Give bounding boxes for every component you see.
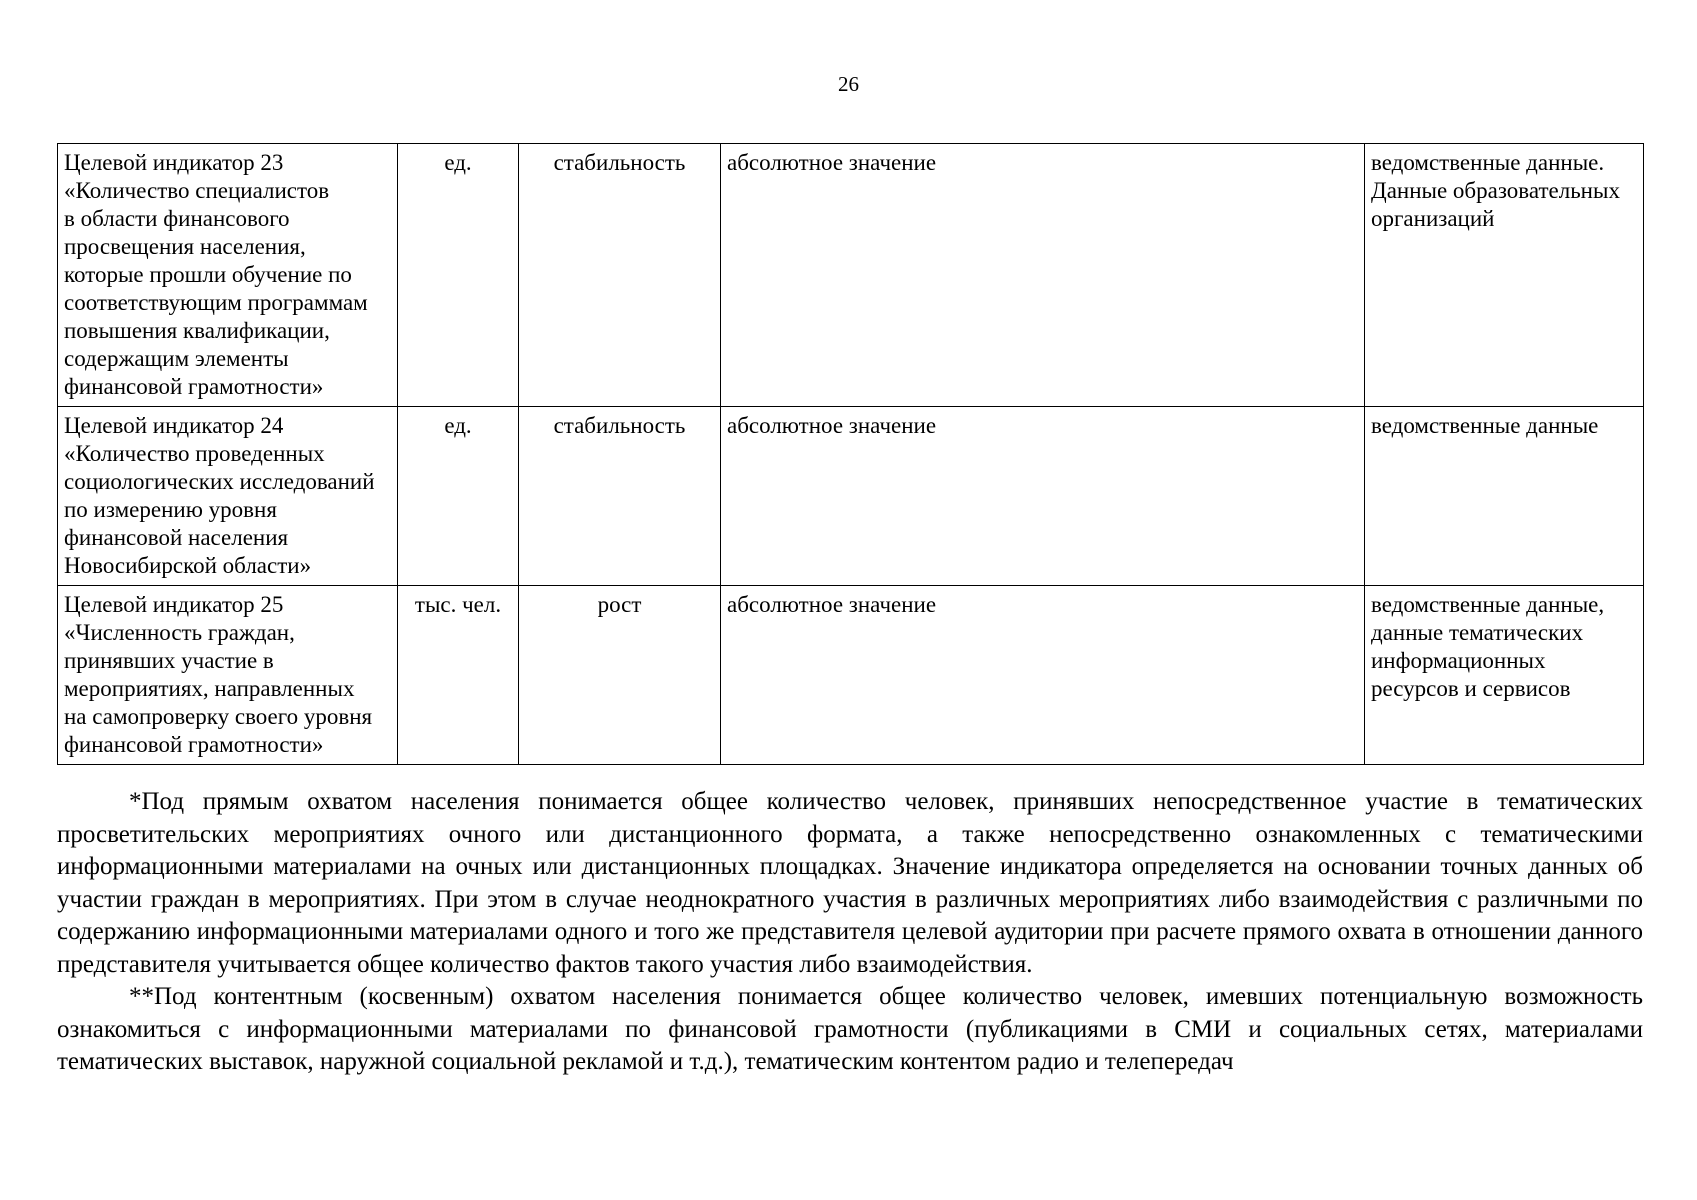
source-cell (1365, 407, 1644, 586)
unit: ед. (444, 413, 472, 438)
method-cell (721, 586, 1365, 765)
indicator-name-cell (58, 407, 398, 586)
indicators-table (57, 143, 1644, 765)
source-cell (1365, 586, 1644, 765)
trend: стабильность (553, 413, 686, 438)
method-cell (721, 144, 1365, 407)
trend-cell (519, 144, 721, 407)
indicator-name-cell (58, 144, 398, 407)
source: ведомственные данные (1371, 413, 1599, 438)
unit-cell (398, 144, 519, 407)
page-number: 26 (838, 72, 859, 96)
unit-cell (398, 407, 519, 586)
trend: стабильность (553, 150, 686, 175)
indicator-name-cell (58, 586, 398, 765)
footnotes (57, 786, 1643, 1079)
source: ведомственные данные. Данные образовательных организаций (1371, 150, 1620, 231)
method: абсолютное значение (727, 150, 937, 175)
footnote-direct-reach: *Под прямым охватом населения понимается общее количество человек, принявших непосредственное участие в тематических просветительских мероприятиях очного или дистанционного формата, а также непосредственно ознакомленных с тематическими информационными материалами на очных или дистанционных площадках. Значение индикатора определяется на основании точных данных об участии граждан в мероприятиях. При этом в случае неоднократного участия в различных мероприятиях либо взаимодействия с различными по содержанию информационными материалами одного и того же представителя целевой аудитории при расчете прямого охвата в отношении данного представителя учитывается общее количество фактов такого участия либо взаимодействия. (57, 788, 1643, 978)
method: абсолютное значение (727, 592, 937, 617)
unit-cell (398, 586, 519, 765)
trend: рост (597, 592, 642, 617)
table-row (58, 586, 1644, 765)
trend-cell (519, 407, 721, 586)
table-row (58, 144, 1644, 407)
indicator-name: Целевой индикатор 23 «Количество специалистов в области финансового просвещения населения, которые прошли обучение по соответствующим программам повышения квалификации, содержащим элементы финансовой грамотности» (64, 150, 368, 399)
footnote-content-reach: **Под контентным (косвенным) охватом населения понимается общее количество человек, имевших потенциальную возможность ознакомиться с информационными материалами по финансовой грамотности (публикациями в СМИ и социальных сетях, материалами тематических выставок, наружной социальной рекламой и т.д.), тематическим контентом радио и телепередач (57, 983, 1643, 1075)
source-cell (1365, 144, 1644, 407)
unit: тыс. чел. (414, 592, 502, 617)
table-row (58, 407, 1644, 586)
source: ведомственные данные, данные тематических информационных ресурсов и сервисов (1371, 592, 1605, 701)
method: абсолютное значение (727, 413, 937, 438)
trend-cell (519, 586, 721, 765)
indicator-name: Целевой индикатор 24 «Количество проведенных социологических исследований по измерению уровня финансовой населения Новосибирской области» (64, 413, 375, 578)
method-cell (721, 407, 1365, 586)
indicator-name: Целевой индикатор 25 «Численность граждан, принявших участие в мероприятиях, направленных на самопроверку своего уровня финансовой грамотности» (64, 592, 373, 757)
unit: ед. (444, 150, 472, 175)
